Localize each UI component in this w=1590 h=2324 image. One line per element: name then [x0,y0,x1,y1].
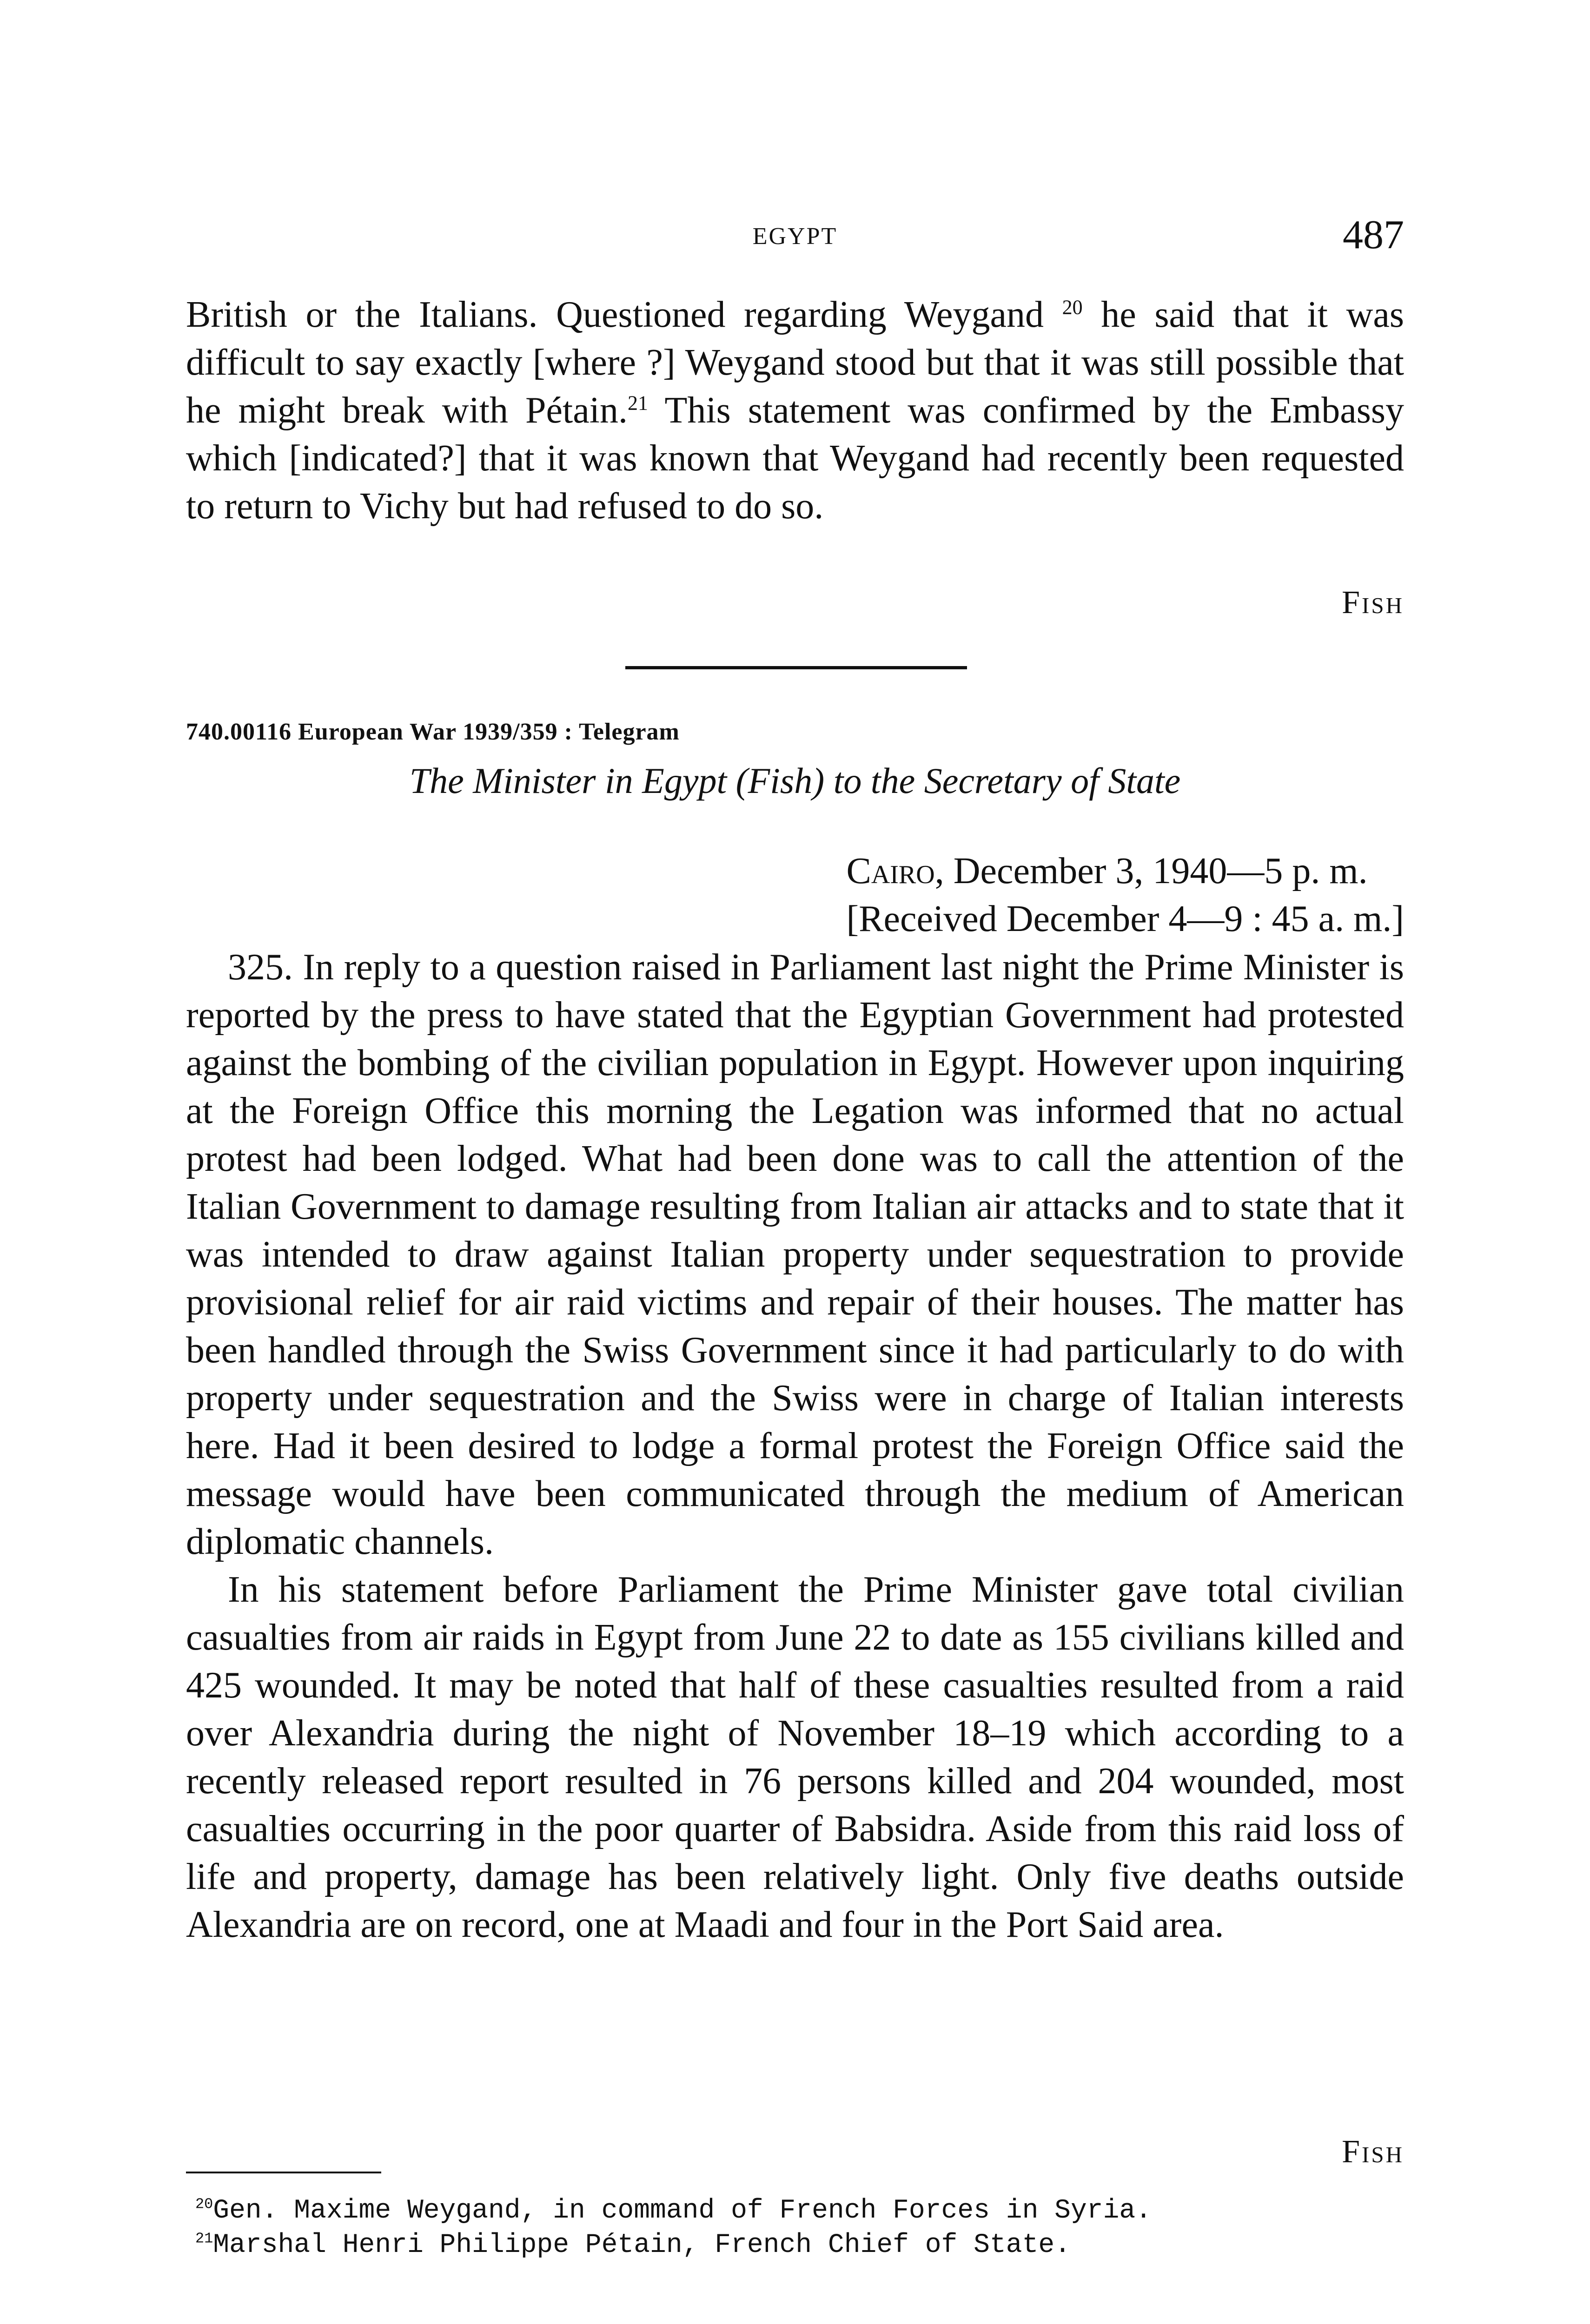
telegram-body [186,944,1404,1949]
signature-text: Fish [1342,585,1404,621]
signature-fish-1 [1342,584,1404,621]
document-title: The Minister in Egypt (Fish) to the Secretary of State [409,760,1181,801]
section-divider [625,666,967,669]
continuation-text-2: he said that it was difficult to say exactly [where ?] Weygand stood but that it was still possible that he might break with Pétain. [186,294,1404,431]
footnote-ref-20: 20 [1062,296,1083,319]
running-title: EGYPT [752,223,838,250]
continuation-paragraph [186,291,1404,530]
dateline-received: [Received December 4—9 : 45 a. m.] [846,898,1404,939]
telegram-paragraph-2: In his statement before Parliament the Prime Minister gave total civilian casualties from air raids in Egypt from June 22 to date as 155 civilians killed and 425 wounded. It may be noted that half of these casualties resulted from a raid over Alexandria during the night of November 18–19 which according to a recently released report resulted in 76 persons killed and 204 wounded, most casualties occurring in the poor quarter of Babsidra. Aside from this raid loss of life and property, damage has been relatively light. Only five deaths outside Alexandria are on record, one at Maadi and four in the Port Said area. [186,1569,1404,1945]
signature-fish-2 [1342,2133,1404,2171]
continuation-text-3: This statement was confirmed by the Embassy which [indicated?] that it was known that Weygand had recently been requested to return to Vichy but had refused to do so. [186,390,1404,527]
footnote-marker: 21 [195,2230,213,2247]
footnote-ref-21: 21 [627,391,648,415]
dateline-sent [846,847,1404,895]
footnote-text: Gen. Maxime Weygand, in command of French Forces in Syria. [213,2196,1152,2226]
footnote-21 [186,2228,1404,2263]
dateline-date: , December 3, 1940—5 p. m. [934,851,1368,891]
footnote-text: Marshal Henri Philippe Pétain, French Chief of State. [213,2230,1071,2260]
dateline-place: Cairo [846,851,935,891]
telegram-paragraph-1: 325. In reply to a question raised in Parliament last night the Prime Minister is reported by the press to have stated that the Egyptian Government had protested against the bombing of the civilian population in Egypt. However upon inquiring at the Foreign Office this morning the Legation was informed that no actual protest had been lodged. What had been done was to call the attention of the Italian Government to damage resulting from Italian air attacks and to state that it was intended to draw against Italian property under sequestration to provide provisional relief for air raid victims and repair of their houses. The matter has been handled through the Swiss Government since it had particularly to do with property under sequestration and the Swiss were in charge of Italian interests here. Had it been desired to lodge a formal protest the Foreign Office said the message would have been communicated through the medium of American diplomatic channels. [186,947,1404,1562]
file-reference: 740.00116 European War 1939/359 : Telegram [186,719,680,745]
running-head [186,211,1404,258]
footnotes [186,2194,1404,2263]
footnote-20 [186,2194,1404,2228]
footnote-rule [186,2172,381,2173]
signature-text: Fish [1342,2134,1404,2170]
footnote-marker: 20 [195,2195,213,2213]
dateline [846,847,1404,943]
page-number: 487 [1343,212,1404,257]
continuation-text-1: British or the Italians. Questioned regarding Weygand [186,294,1062,335]
